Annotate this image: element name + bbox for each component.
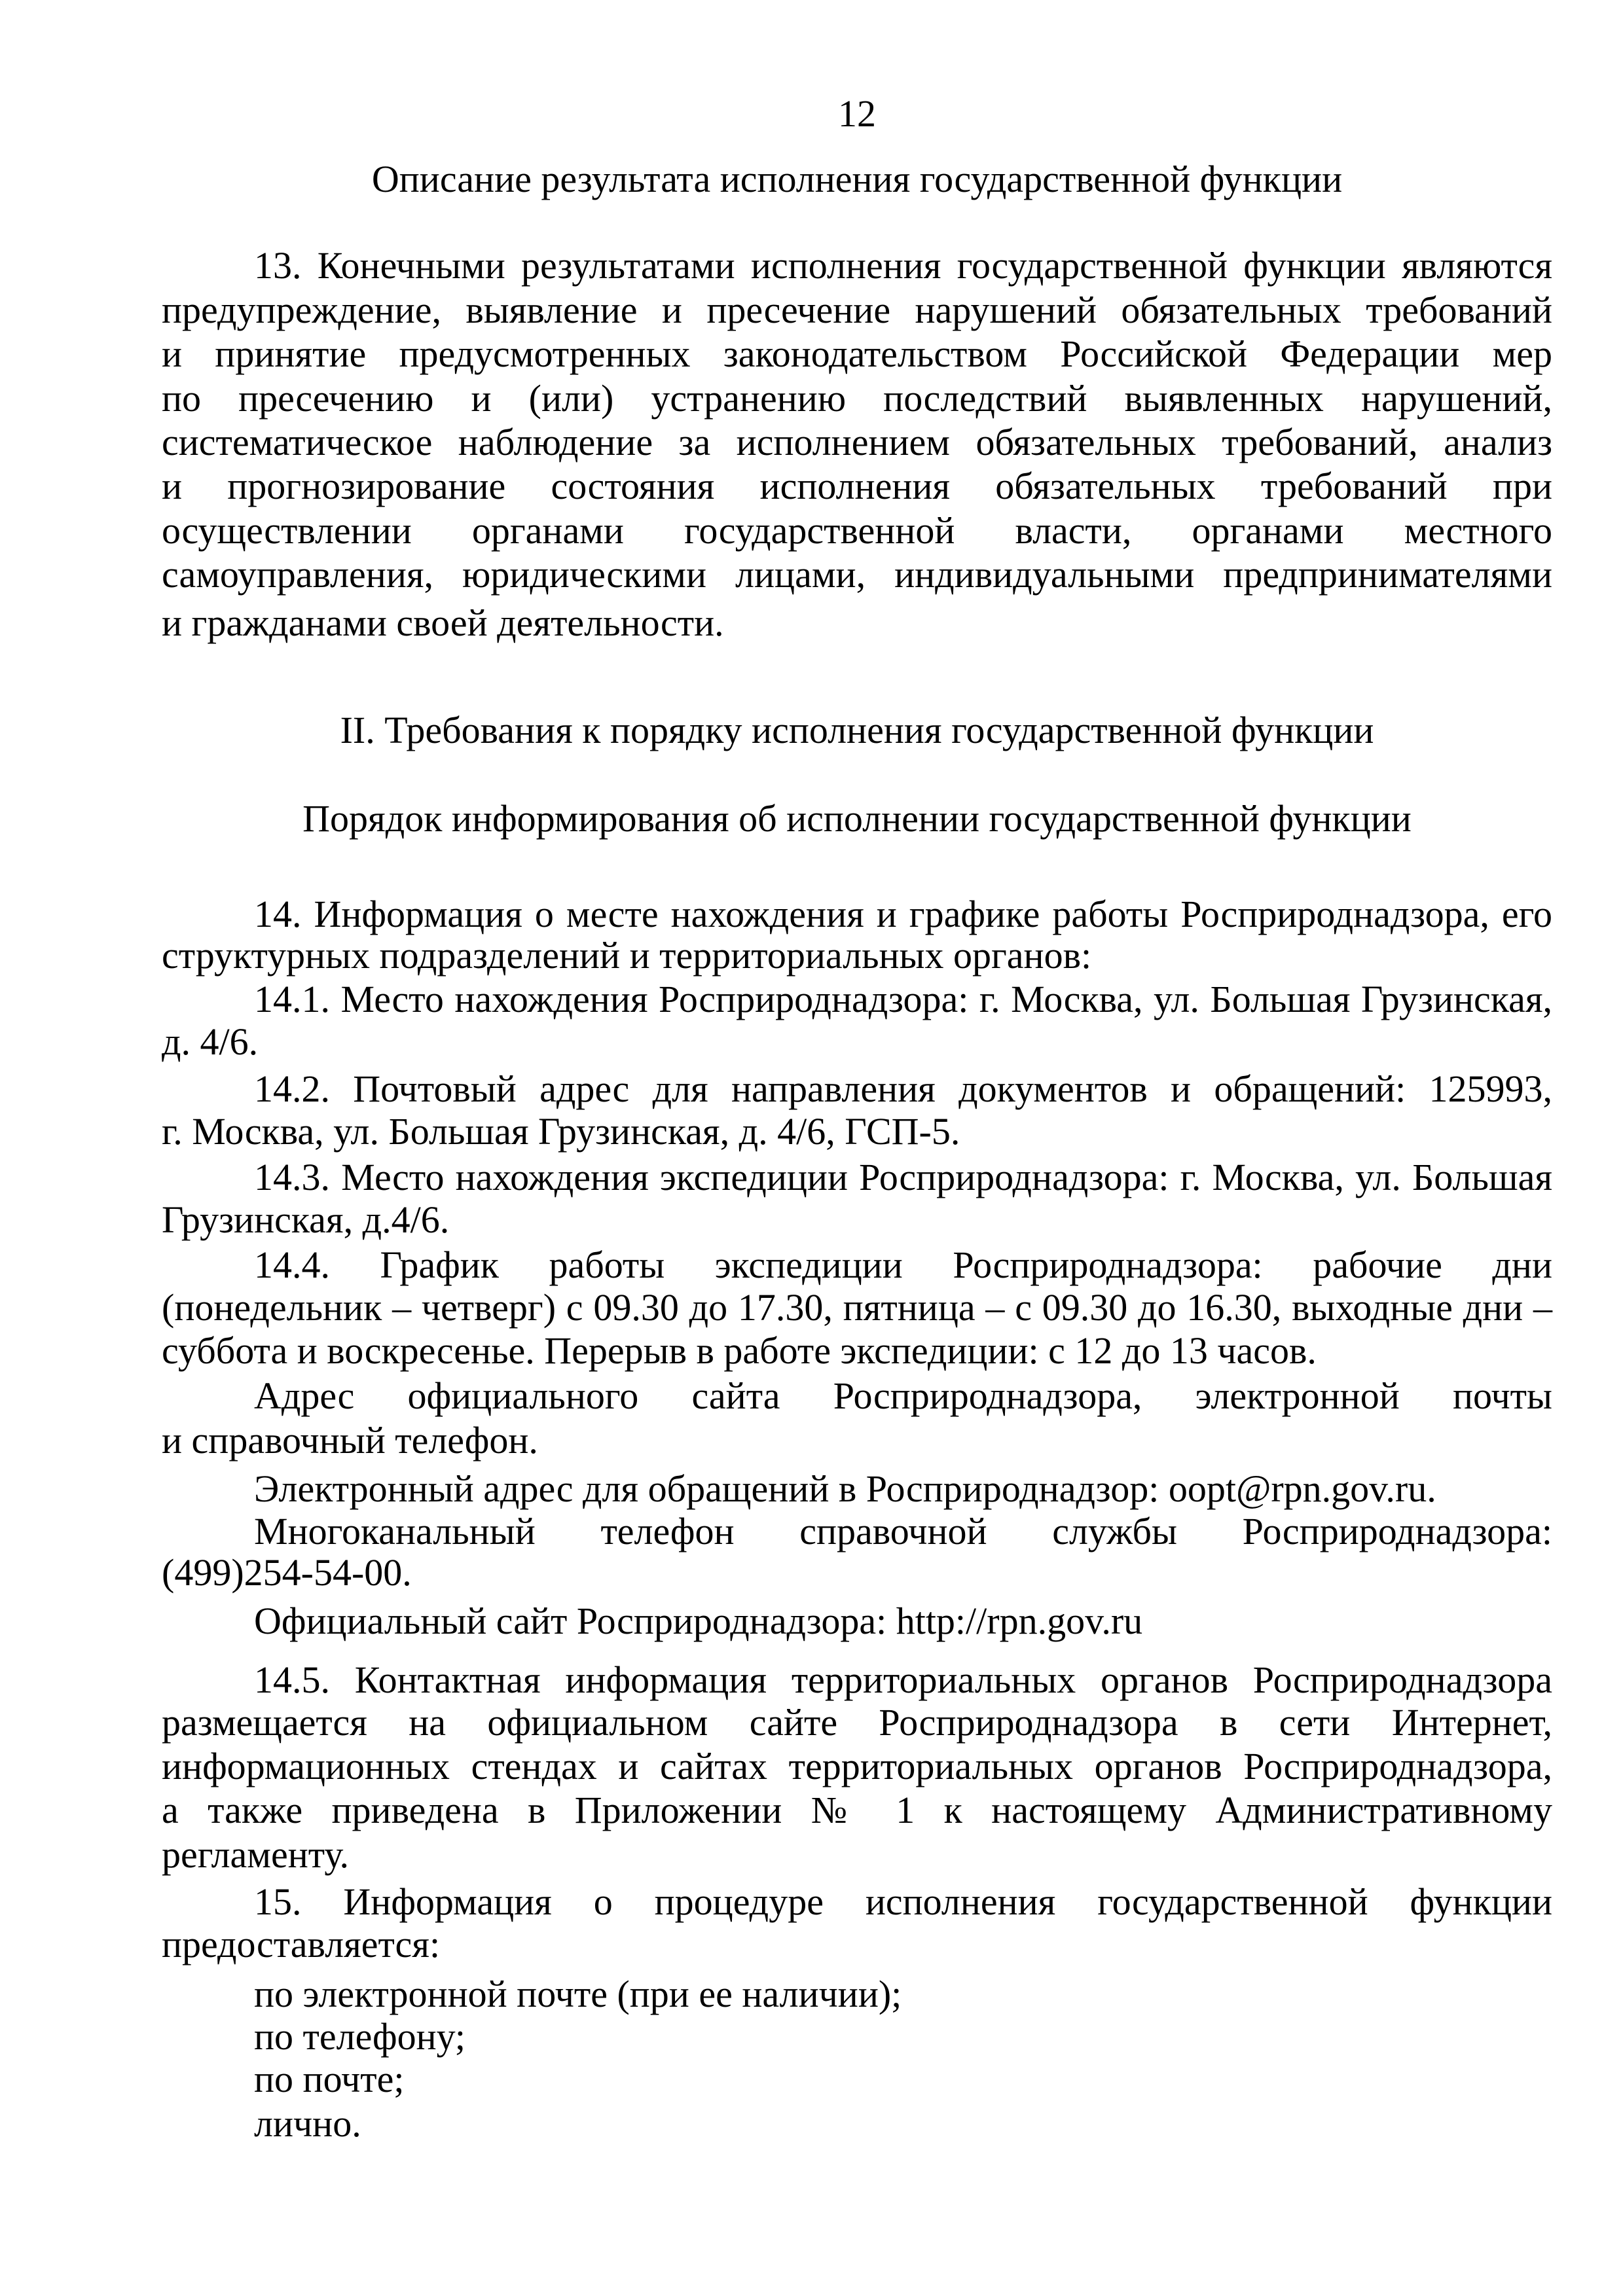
text-line: д. 4/6. <box>162 1020 259 1063</box>
text-line: систематическое наблюдение за исполнением обязательных требований, анализ <box>162 421 1552 463</box>
text-line: размещается на официальном сайте Росприроднадзора в сети Интернет, <box>162 1701 1552 1744</box>
text-line: по телефону; <box>254 2015 465 2058</box>
text-line: (499)254-54-00. <box>162 1551 412 1594</box>
page-number: 12 <box>838 92 876 135</box>
text-line: 14.1. Место нахождения Росприроднадзора: г. Москва, ул. Большая Грузинская, <box>254 978 1552 1020</box>
text-line: по почте; <box>254 2058 405 2100</box>
text-line: структурных подразделений и территориальных органов: <box>162 934 1092 977</box>
text-line: и принятие предусмотренных законодательством Российской Федерации мер <box>162 332 1552 375</box>
text-line: самоуправления, юридическими лицами, индивидуальными предпринимателями <box>162 553 1552 596</box>
text-line: 14.3. Место нахождения экспедиции Росприроднадзора: г. Москва, ул. Большая <box>254 1156 1552 1198</box>
text-line: а также приведена в Приложении № 1 к настоящему Административному <box>162 1789 1552 1831</box>
text-line: предупреждение, выявление и пресечение нарушений обязательных требований <box>162 289 1552 331</box>
text-line: лично. <box>254 2102 361 2145</box>
text-line: Электронный адрес для обращений в Росприроднадзор: oopt@rpn.gov.ru. <box>254 1467 1436 1510</box>
text-line: Адрес официального сайта Росприроднадзора, электронной почты <box>254 1374 1552 1417</box>
text-line: информационных стендах и сайтах территориальных органов Росприроднадзора, <box>162 1745 1552 1787</box>
text-line: суббота и воскресенье. Перерыв в работе экспедиции: с 12 до 13 часов. <box>162 1329 1317 1372</box>
text-line: и гражданами своей деятельности. <box>162 601 724 644</box>
text-line: 14.4. График работы экспедиции Росприроднадзора: рабочие дни <box>254 1244 1552 1286</box>
text-line: Официальный сайт Росприроднадзора: http://rpn.gov.ru <box>254 1600 1143 1642</box>
heading-informing-order: Порядок информирования об исполнении государственной функции <box>302 797 1412 840</box>
heading-result-description: Описание результата исполнения государственной функции <box>371 158 1343 200</box>
heading-section-2: II. Требования к порядку исполнения государственной функции <box>340 709 1374 751</box>
text-line: осуществлении органами государственной власти, органами местного <box>162 509 1552 552</box>
text-line: и прогнозирование состояния исполнения обязательных требований при <box>162 465 1552 507</box>
text-line: г. Москва, ул. Большая Грузинская, д. 4/6, ГСП-5. <box>162 1110 960 1153</box>
text-line: по электронной почте (при ее наличии); <box>254 1973 902 2015</box>
text-line: регламенту. <box>162 1833 350 1876</box>
text-line: Грузинская, д.4/6. <box>162 1198 450 1241</box>
text-line: 14.5. Контактная информация территориальных органов Росприроднадзора <box>254 1659 1552 1701</box>
text-line: 13. Конечными результатами исполнения государственной функции являются <box>254 244 1552 287</box>
text-line: по пресечению и (или) устранению последствий выявленных нарушений, <box>162 377 1552 420</box>
text-line: Многоканальный телефон справочной службы Росприроднадзора: <box>254 1510 1552 1552</box>
text-line: и справочный телефон. <box>162 1419 538 1462</box>
text-line: 15. Информация о процедуре исполнения государственной функции <box>254 1880 1552 1923</box>
text-line: 14.2. Почтовый адрес для направления документов и обращений: 125993, <box>254 1067 1552 1110</box>
text-line: предоставляется: <box>162 1923 441 1965</box>
text-line: (понедельник – четверг) с 09.30 до 17.30, пятница – с 09.30 до 16.30, выходные дни – <box>162 1286 1552 1329</box>
text-line: 14. Информация о месте нахождения и графике работы Росприроднадзора, его <box>254 893 1552 935</box>
